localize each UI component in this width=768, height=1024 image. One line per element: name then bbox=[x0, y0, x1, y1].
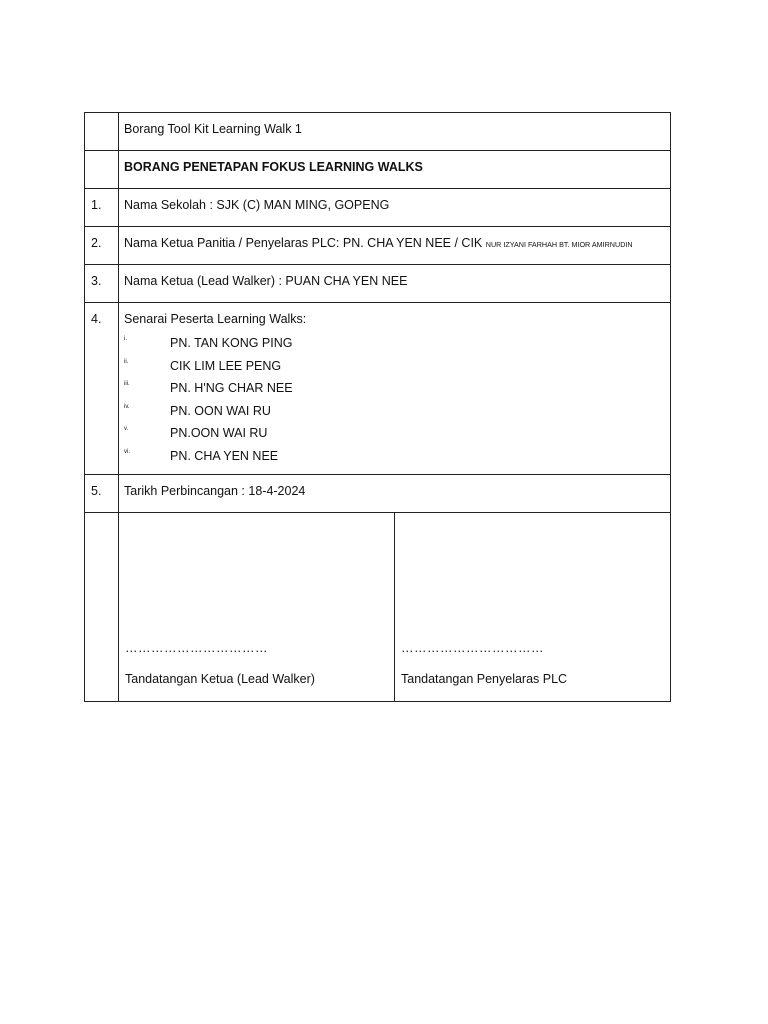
participants-list bbox=[124, 336, 664, 471]
list-item bbox=[124, 426, 664, 449]
signature-row bbox=[85, 513, 671, 702]
lead-walker-row bbox=[85, 265, 671, 303]
list-item bbox=[124, 404, 664, 427]
signature-table bbox=[119, 513, 670, 701]
plc-signature-box bbox=[395, 513, 671, 701]
discussion-date: Tarikh Perbincangan : 18-4-2024 bbox=[119, 475, 671, 513]
row-number: 4. bbox=[85, 303, 119, 475]
form-heading: BORANG PENETAPAN FOKUS LEARNING WALKS bbox=[119, 151, 671, 189]
empty-num-cell bbox=[85, 113, 119, 151]
discussion-date-row bbox=[85, 475, 671, 513]
list-item bbox=[124, 359, 664, 382]
panel-head-text: Nama Ketua Panitia / Penyelaras PLC: PN. CHA YEN NEE / CIK bbox=[124, 236, 483, 250]
list-item bbox=[124, 449, 664, 472]
list-marker: vi. bbox=[124, 448, 130, 455]
signature-line: …………………………… bbox=[401, 641, 544, 655]
list-marker: iv. bbox=[124, 403, 130, 410]
lead-walker: Nama Ketua (Lead Walker) : PUAN CHA YEN NEE bbox=[119, 265, 671, 303]
empty-num-cell bbox=[85, 513, 119, 702]
row-number: 3. bbox=[85, 265, 119, 303]
form-heading-row bbox=[85, 151, 671, 189]
list-item bbox=[124, 381, 664, 404]
empty-num-cell bbox=[85, 151, 119, 189]
form-title-row bbox=[85, 113, 671, 151]
list-marker: ii. bbox=[124, 358, 129, 365]
list-marker: iii. bbox=[124, 381, 130, 387]
row-number: 2. bbox=[85, 227, 119, 265]
participants-row bbox=[85, 303, 671, 475]
school-name: Nama Sekolah : SJK (C) MAN MING, GOPENG bbox=[119, 189, 671, 227]
panel-head bbox=[119, 227, 671, 265]
list-marker: v. bbox=[124, 426, 129, 432]
plc-signature-label: Tandatangan Penyelaras PLC bbox=[401, 672, 568, 686]
school-name-row bbox=[85, 189, 671, 227]
participants-cell bbox=[119, 303, 671, 475]
signature-cell bbox=[119, 513, 671, 702]
signature-line: …………………………… bbox=[125, 641, 268, 655]
panel-head-row bbox=[85, 227, 671, 265]
participant-name: PN. OON WAI RU bbox=[170, 403, 271, 418]
participants-heading: Senarai Peserta Learning Walks: bbox=[124, 312, 307, 326]
list-item bbox=[124, 336, 664, 359]
participant-name: PN. TAN KONG PING bbox=[170, 336, 293, 350]
participant-name: PN. CHA YEN NEE bbox=[170, 448, 279, 463]
participant-name: PN. H'NG CHAR NEE bbox=[170, 381, 293, 395]
list-marker: i. bbox=[124, 336, 127, 342]
lead-signature-label: Tandatangan Ketua (Lead Walker) bbox=[125, 672, 315, 686]
participant-name: CIK LIM LEE PENG bbox=[170, 358, 282, 373]
row-number: 1. bbox=[85, 189, 119, 227]
row-number: 5. bbox=[85, 475, 119, 513]
learning-walk-form bbox=[84, 112, 671, 702]
form-title: Borang Tool Kit Learning Walk 1 bbox=[119, 113, 671, 151]
participant-name: PN.OON WAI RU bbox=[170, 426, 268, 440]
panel-head-small-name: NUR IZYANI FARHAH BT. MIOR AMIRNUDIN bbox=[485, 240, 633, 249]
lead-signature-box bbox=[119, 513, 395, 701]
